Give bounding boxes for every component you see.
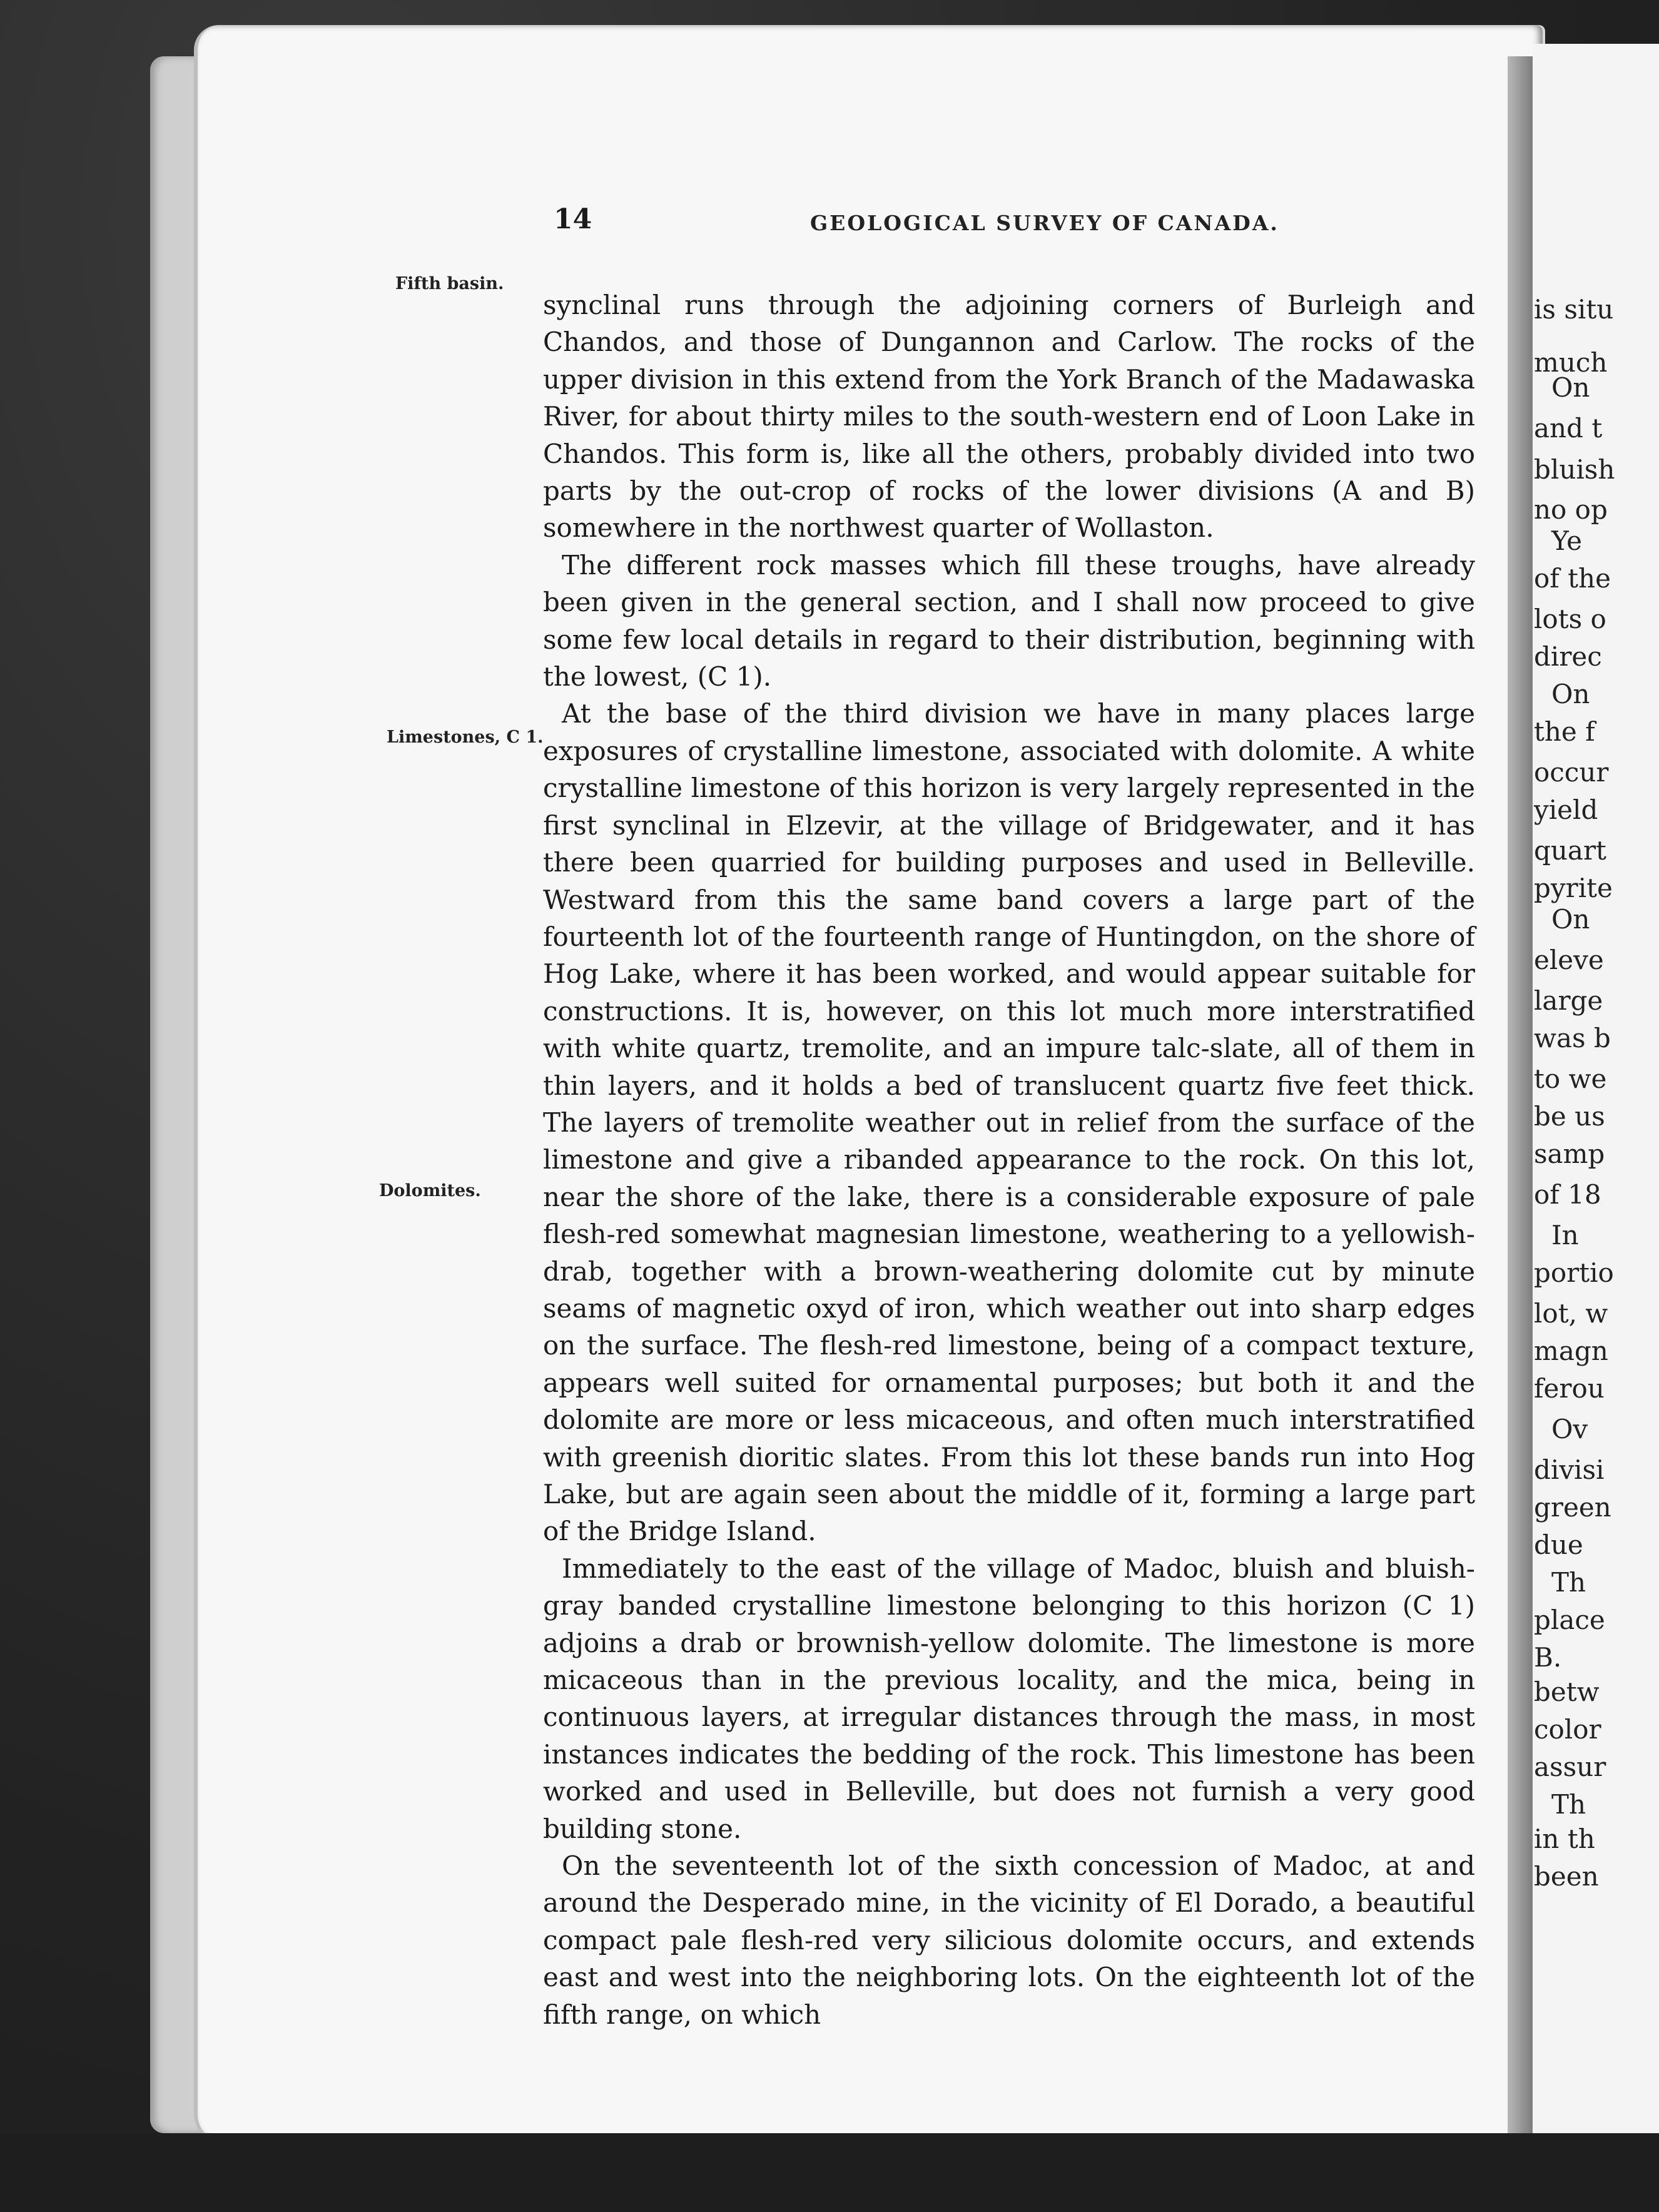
page-header <box>554 203 1336 241</box>
adjacent-page-fragment: On <box>1551 372 1590 403</box>
adjacent-page-fragment: was b <box>1534 1023 1611 1053</box>
adjacent-page-fragment: lots o <box>1534 604 1606 634</box>
margin-note-limestones: Limestones, C 1. <box>387 728 544 747</box>
adjacent-page-fragment: bluish <box>1534 454 1615 485</box>
adjacent-page-fragment: eleve <box>1534 945 1604 975</box>
adjacent-page-fragment: and t <box>1534 413 1603 444</box>
adjacent-page-fragment: of the <box>1534 563 1611 594</box>
adjacent-page-fragment: be us <box>1534 1101 1605 1132</box>
adjacent-page-fragment: betw <box>1534 1677 1600 1707</box>
adjacent-page-fragment: Ov <box>1551 1414 1588 1444</box>
adjacent-page-fragment: large <box>1534 985 1603 1016</box>
paragraph: synclinal runs through the adjoining corners of Burleigh and Chandos, and those of Dungannon and Carlow. The rocks of the upper division in this extend from the York Branch of the Madawaska River, for about thirty miles to the south-western end of Loon Lake in Chandos. This form is, like all the others, probably divided into two parts by the out-crop of rocks of the lower divisions (A and B) somewhere in the northwest quarter of Wollaston. <box>543 290 1475 544</box>
adjacent-page-fragment: color <box>1534 1714 1601 1745</box>
adjacent-page-fragment: Ye <box>1551 525 1582 556</box>
adjacent-page-fragment: Th <box>1551 1567 1586 1598</box>
adjacent-page-fragment: In <box>1551 1220 1579 1251</box>
paragraph: On the seventeenth lot of the sixth concession of Madoc, at and around the Desperado mine, in the vicinity of El Dorado, a beautiful compact pale flesh-red very silicious dolomite occurs, and extends east and west into the neighboring lots. On the eighteenth lot of the fifth range, on which <box>543 1850 1475 2030</box>
adjacent-page-fragment: green <box>1534 1492 1611 1523</box>
adjacent-page-fragment: place <box>1534 1605 1605 1635</box>
adjacent-page-fragment: to we <box>1534 1063 1607 1094</box>
scan-bottom-edge <box>0 2133 1659 2212</box>
adjacent-page-fragment: of 18 <box>1534 1179 1601 1210</box>
adjacent-page-fragment: samp <box>1534 1139 1605 1169</box>
adjacent-page-fragment: divisi <box>1534 1454 1605 1485</box>
running-head: GEOLOGICAL SURVEY OF CANADA. <box>810 211 1279 235</box>
adjacent-page-fragment: occur <box>1534 757 1609 788</box>
body-text <box>543 287 1475 2033</box>
adjacent-page-fragment: pyrite <box>1534 873 1613 903</box>
page-number: 14 <box>554 203 592 235</box>
adjacent-page-fragment: in th <box>1534 1824 1595 1854</box>
adjacent-page-fragment: magn <box>1534 1336 1608 1366</box>
adjacent-page <box>1533 44 1659 2158</box>
adjacent-page-fragment: is situ <box>1534 294 1614 325</box>
margin-note-fifth-basin: Fifth basin. <box>395 274 504 293</box>
adjacent-page-fragment: quart <box>1534 835 1606 866</box>
adjacent-page-fragment: much <box>1534 347 1608 378</box>
adjacent-page-fragment: On <box>1551 679 1590 709</box>
adjacent-page-fragment: Th <box>1551 1789 1586 1820</box>
adjacent-page-fragment: ferou <box>1534 1373 1605 1404</box>
adjacent-page-fragment: B. <box>1534 1642 1562 1673</box>
paragraph: Immediately to the east of the village of Madoc, bluish and bluish-gray banded crystalline limestone belonging to this horizon (C 1) adjoins a drab or brownish-yellow dolomite. The limestone is more micaceous than in the previous locality, and the mica, being in continuous layers, at irregular distances through the mass, in most instances indicates the bedding of the rock. This limestone has been worked and used in Belleville, but does not furnish a very good building stone. <box>543 1553 1475 1844</box>
adjacent-page-fragment: On <box>1551 904 1590 935</box>
adjacent-page-fragment: lot, w <box>1534 1298 1608 1329</box>
adjacent-page-fragment: direc <box>1534 641 1602 672</box>
margin-note-dolomites: Dolomites. <box>379 1181 481 1200</box>
adjacent-page-fragment: due <box>1534 1530 1583 1560</box>
adjacent-page-fragment: the f <box>1534 716 1595 747</box>
page-gutter <box>1508 56 1533 2133</box>
paragraph: The different rock masses which fill these troughs, have already been given in the general section, and I shall now proceed to give some few local details in regard to their distribution, beginning with the lowest, (C 1). <box>543 549 1475 693</box>
adjacent-page-fragment: been <box>1534 1861 1599 1892</box>
adjacent-page-fragment: yield <box>1534 794 1598 825</box>
adjacent-page-fragment: portio <box>1534 1257 1614 1288</box>
adjacent-page-fragment: no op <box>1534 494 1608 525</box>
paragraph: At the base of the third division we have in many places large exposures of crystalline limestone, associated with dolomite. A white crystalline limestone of this horizon is very largely represented in the first synclinal in Elzevir, at the village of Bridgewater, and it has there been quarried for building purposes and used in Belleville. Westward from this the same band covers a large part of the fourteenth lot of the fourteenth range of Huntingdon, on the shore of Hog Lake, where it has been worked, and would appear suitable for constructions. It is, however, on this lot much more interstratified with white quartz, tremolite, and an impure talc-slate, all of them in thin layers, and it holds a bed of translucent quartz five feet thick. The layers of tremolite weather out in relief from the surface of the limestone and give a ribanded appearance to the rock. On this lot, near the shore of the lake, there is a considerable exposure of pale flesh-red somewhat magnesian limestone, weathering to a yellowish-drab, together with a brown-weathering dolomite cut by minute seams of magnetic oxyd of iron, which weather out into sharp edges on the surface. The flesh-red limestone, being of a compact texture, appears well suited for ornamental purposes; but both it and the dolomite are more or less micaceous, and often much interstratified with greenish dioritic slates. From this lot these bands run into Hog Lake, but are again seen about the middle of it, forming a large part of the Bridge Island. <box>543 698 1475 1547</box>
adjacent-page-fragment: assur <box>1534 1752 1606 1782</box>
